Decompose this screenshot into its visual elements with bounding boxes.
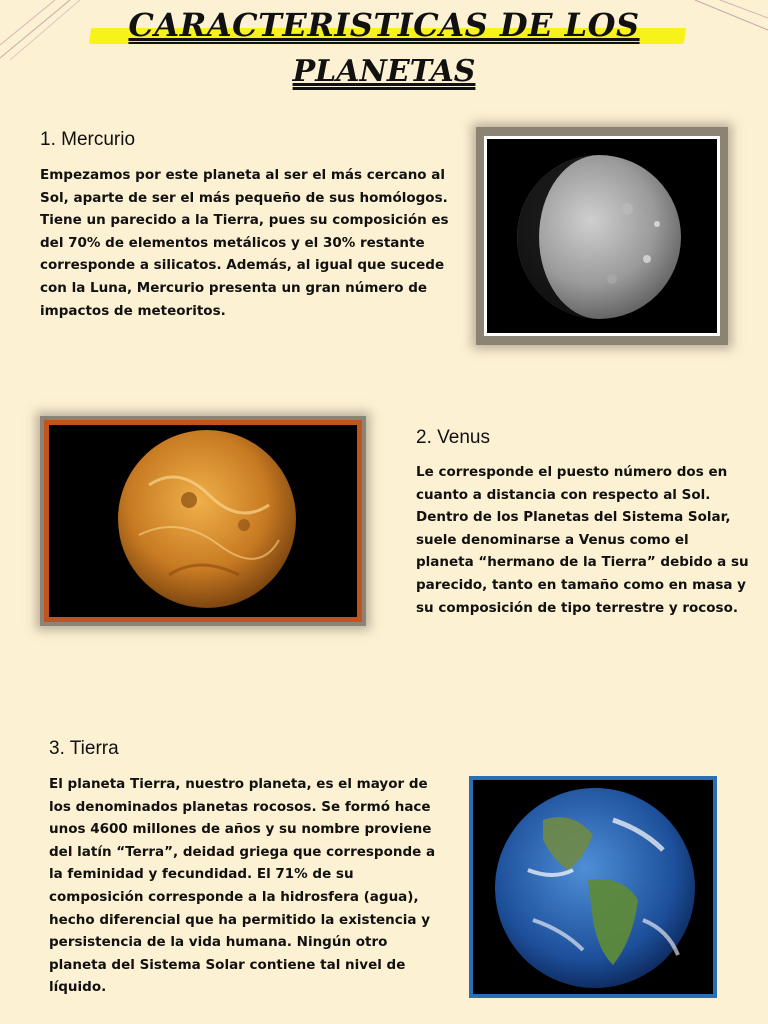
venus-image (40, 416, 366, 626)
earth-planet-icon (473, 780, 713, 994)
section-heading-mercurio: 1. Mercurio (40, 129, 136, 150)
page-title-line2: PLANETAS (292, 54, 476, 89)
section-text-tierra: El planeta Tierra, nuestro planeta, es el mayor de los denominados planetas rocosos. Se formó hace unos 4600 millones de años y su nombre proviene del latín “Terra”, deidad griega que corresponde a la feminidad y fecundidad. El 71% de su composición corresponde a la hidrosfera (agua), hecho diferencial que ha permitido la existencia y persistencia de la vida humana. Ningún otro planeta del Sistema Solar contiene tal nivel de líquido. (49, 776, 436, 996)
venus-planet-icon (49, 425, 357, 617)
section-text-venus: Le corresponde el puesto número dos en cuanto a distancia con respecto al Sol. Dentro de los Planetas del Sistema Solar, suele denominarse a Venus como el planeta “hermano de la Tierra” debido a su parecido, tanto en tamaño como en masa y su composición de tipo terrestre y rocoso. (416, 464, 749, 616)
section-text-mercurio: Empezamos por este planeta al ser el más cercano al Sol, aparte de ser el más pequeño de sus homólogos. Tiene un parecido a la Tierra, pues su composición es del 70% de elementos metálicos y el 30% restante corresponde a silicatos. Además, al igual que sucede con la Luna, Mercurio presenta un gran número de impactos de meteoritos. (40, 167, 449, 319)
section-heading-venus: 2. Venus (416, 427, 490, 448)
mercury-image (476, 127, 728, 345)
earth-image (469, 776, 717, 998)
title-block (0, 0, 768, 110)
mercury-planet-icon (487, 139, 717, 333)
section-heading-tierra: 3. Tierra (49, 738, 119, 759)
page-title-line1: CARACTERISTICAS DE LOS (128, 6, 640, 44)
